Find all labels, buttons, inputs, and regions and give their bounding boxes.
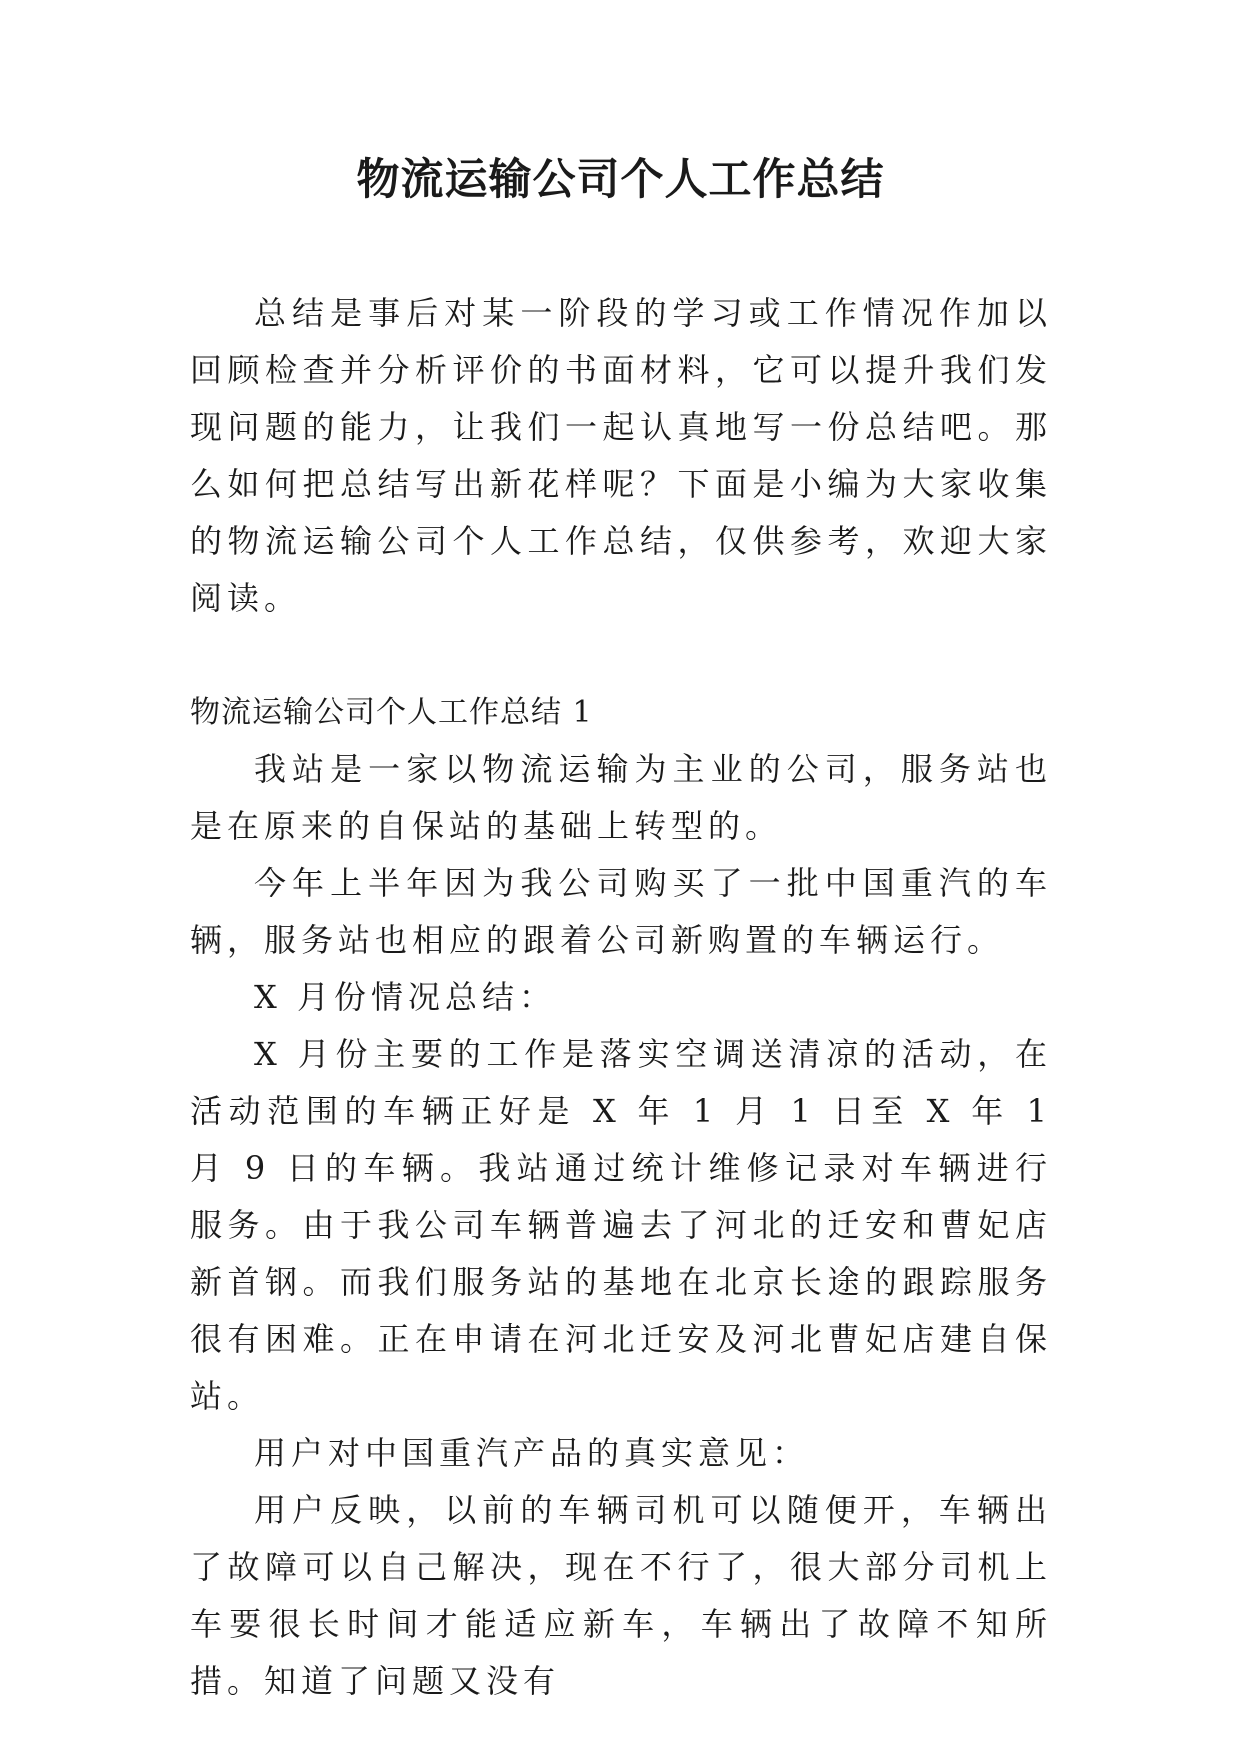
- body-paragraph-6: 用户反映，以前的车辆司机可以随便开，车辆出了故障可以自己解决，现在不行了，很大部分司机上车要很长时间才能适应新车，车辆出了故障不知所措。知道了问题又没有: [190, 1491, 1052, 1700]
- document-title: 物流运输公司个人工作总结: [356, 155, 885, 205]
- body-paragraph-4: X 月份主要的工作是落实空调送清凉的活动，在活动范围的车辆正好是 X 年 1 月 1 日至 X 年 1 月 9 日的车辆。我站通过统计维修记录对车辆进行服务。由于我公司车辆普遍去了河北的迁安和曹妃店新首钢。而我们服务站的基地在北京长途的跟踪服务很有困难。正在申请在河北迁安及河北曹妃店建自保站。: [190, 1035, 1052, 1415]
- section-heading: 物流运输公司个人工作总结 1: [190, 695, 593, 730]
- paragraph-spacer: [190, 627, 1052, 684]
- body-paragraph-5: 用户对中国重汽产品的真实意见：: [254, 1434, 810, 1472]
- intro-paragraph: 总结是事后对某一阶段的学习或工作情况作加以回顾检查并分析评价的书面材料，它可以提升我们发现问题的能力，让我们一起认真地写一份总结吧。那么如何把总结写出新花样呢？下面是小编为大家收集的物流运输公司个人工作总结，仅供参考，欢迎大家阅读。: [190, 294, 1052, 617]
- body-paragraph-3: X 月份情况总结：: [254, 978, 556, 1016]
- body-paragraph-1: 我站是一家以物流运输为主业的公司，服务站也是在原来的自保站的基础上转型的。: [190, 750, 1052, 845]
- body-paragraph-2: 今年上半年因为我公司购买了一批中国重汽的车辆，服务站也相应的跟着公司新购置的车辆运行。: [190, 864, 1052, 959]
- document-body: [190, 285, 1052, 1710]
